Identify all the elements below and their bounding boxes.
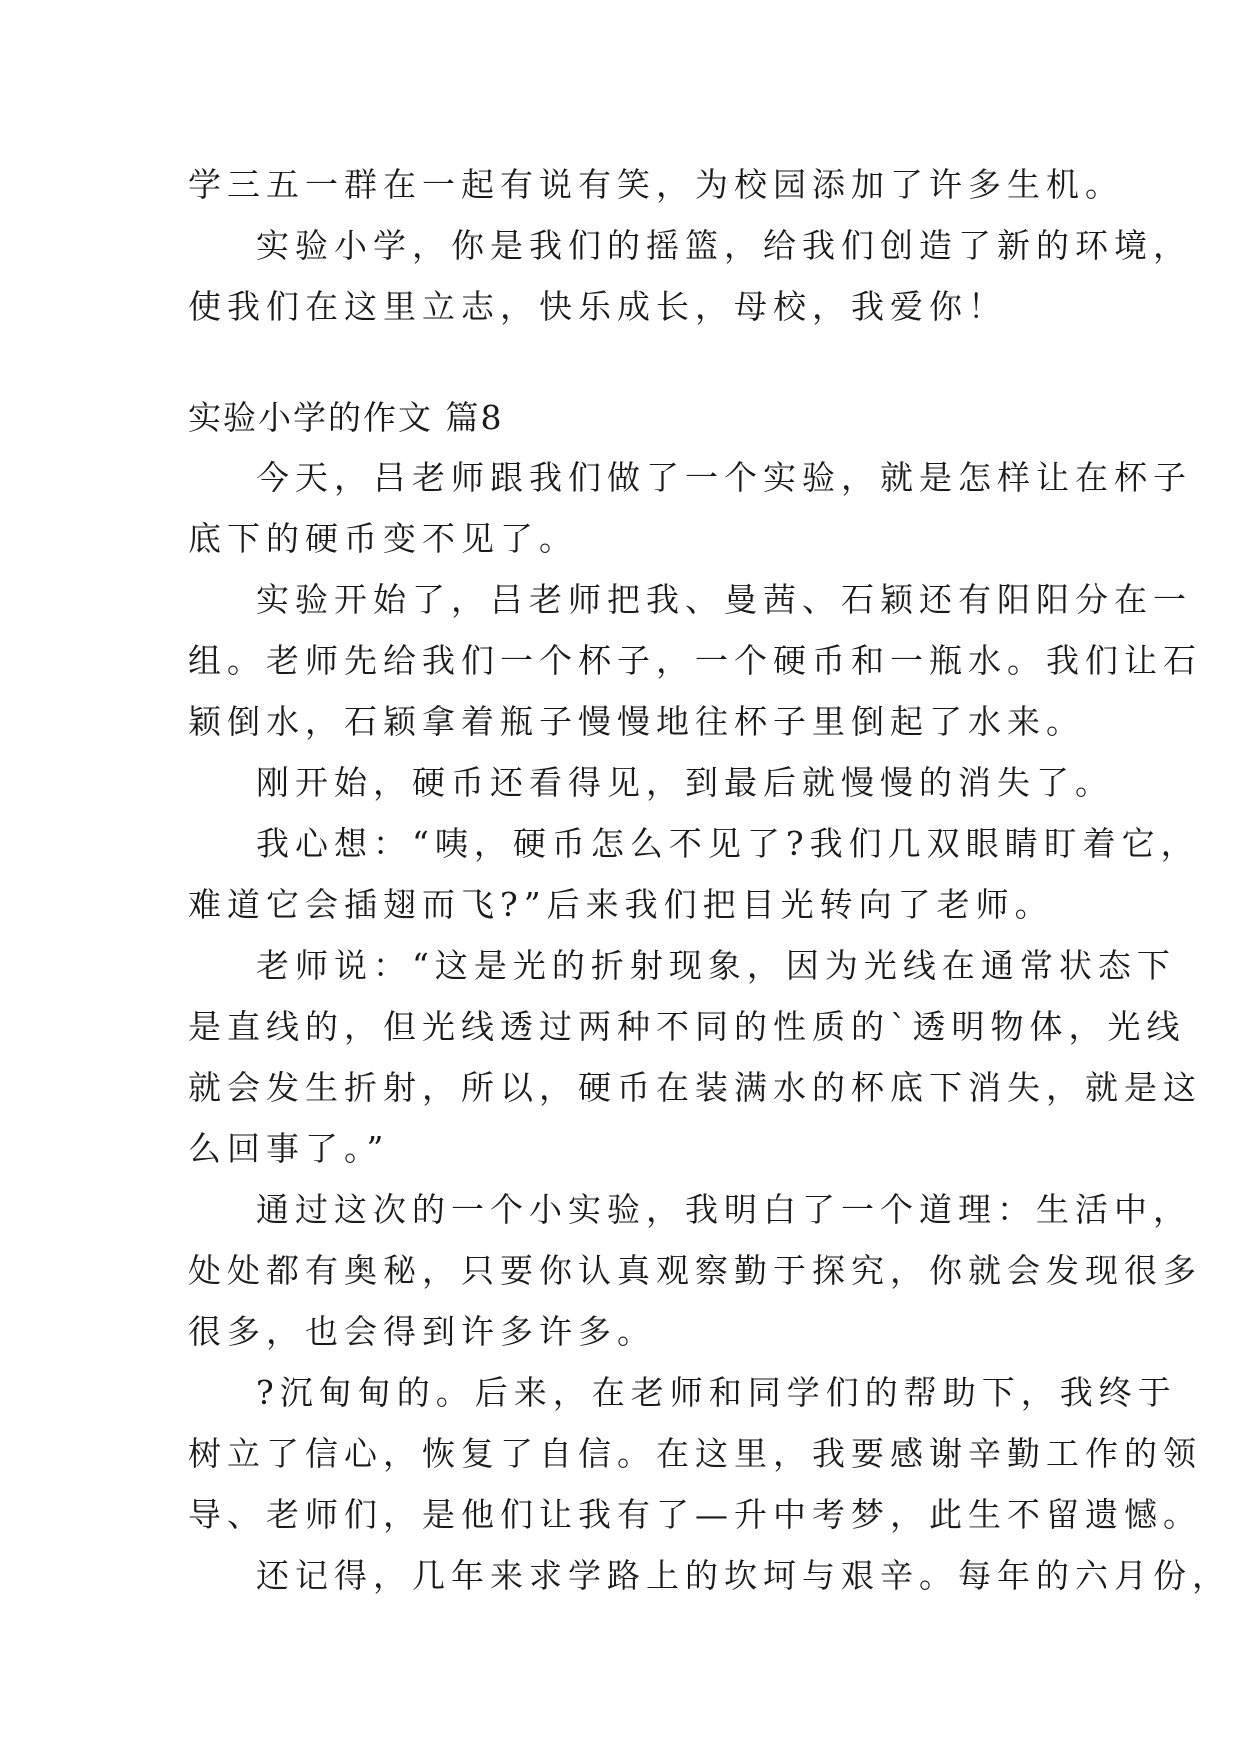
- paragraph-line: 通过这次的一个小实验，我明白了一个道理：生活中，: [256, 1190, 1192, 1229]
- paragraph-line: 底下的硬币变不见了。: [188, 519, 578, 558]
- paragraph-line: 么回事了。”: [188, 1129, 390, 1168]
- paragraph-line: 今天，吕老师跟我们做了一个实验，就是怎样让在杯子: [256, 458, 1192, 497]
- paragraph-line: 还记得，几年来求学路上的坎坷与艰辛。每年的六月份，: [256, 1556, 1231, 1595]
- paragraph-line: 组。老师先给我们一个杯子，一个硬币和一瓶水。我们让石: [188, 641, 1202, 680]
- paragraph-line: ?沉甸甸的。后来，在老师和同学们的帮助下，我终于: [256, 1373, 1177, 1412]
- paragraph-line: 我心想：“咦，硬币怎么不见了?我们几双眼睛盯着它，: [256, 824, 1200, 863]
- paragraph-line: 实验小学，你是我们的摇篮，给我们创造了新的环境，: [256, 226, 1192, 265]
- paragraph-line: 刚开始，硬币还看得见，到最后就慢慢的消失了。: [256, 763, 1114, 802]
- paragraph-line: 是直线的，但光线透过两种不同的性质的`透明物体，光线: [188, 1007, 1186, 1046]
- paragraph-line: 颖倒水，石颖拿着瓶子慢慢地往杯子里倒起了水来。: [188, 702, 1085, 741]
- paragraph-line: 很多，也会得到许多许多。: [188, 1312, 656, 1351]
- paragraph-line: 学三五一群在一起有说有笑，为校园添加了许多生机。: [188, 165, 1124, 204]
- paragraph-line: 老师说：“这是光的折射现象，因为光线在通常状态下: [256, 946, 1176, 985]
- section-heading: 实验小学的作文 篇8: [188, 398, 504, 437]
- paragraph-line: 树立了信心，恢复了自信。在这里，我要感谢辛勤工作的领: [188, 1434, 1202, 1473]
- paragraph-line: 处处都有奥秘，只要你认真观察勤于探究，你就会发现很多: [188, 1251, 1202, 1290]
- paragraph-line: 就会发生折射，所以，硬币在装满水的杯底下消失，就是这: [188, 1068, 1202, 1107]
- paragraph-line: 使我们在这里立志，快乐成长，母校，我爱你！: [188, 287, 1007, 326]
- paragraph-line: 导、老师们，是他们让我有了—升中考梦，此生不留遗憾。: [188, 1495, 1202, 1534]
- paragraph-line: 难道它会插翅而飞?”后来我们把目光转向了老师。: [188, 885, 1054, 924]
- paragraph-line: 实验开始了，吕老师把我、曼茜、石颖还有阳阳分在一: [256, 580, 1192, 619]
